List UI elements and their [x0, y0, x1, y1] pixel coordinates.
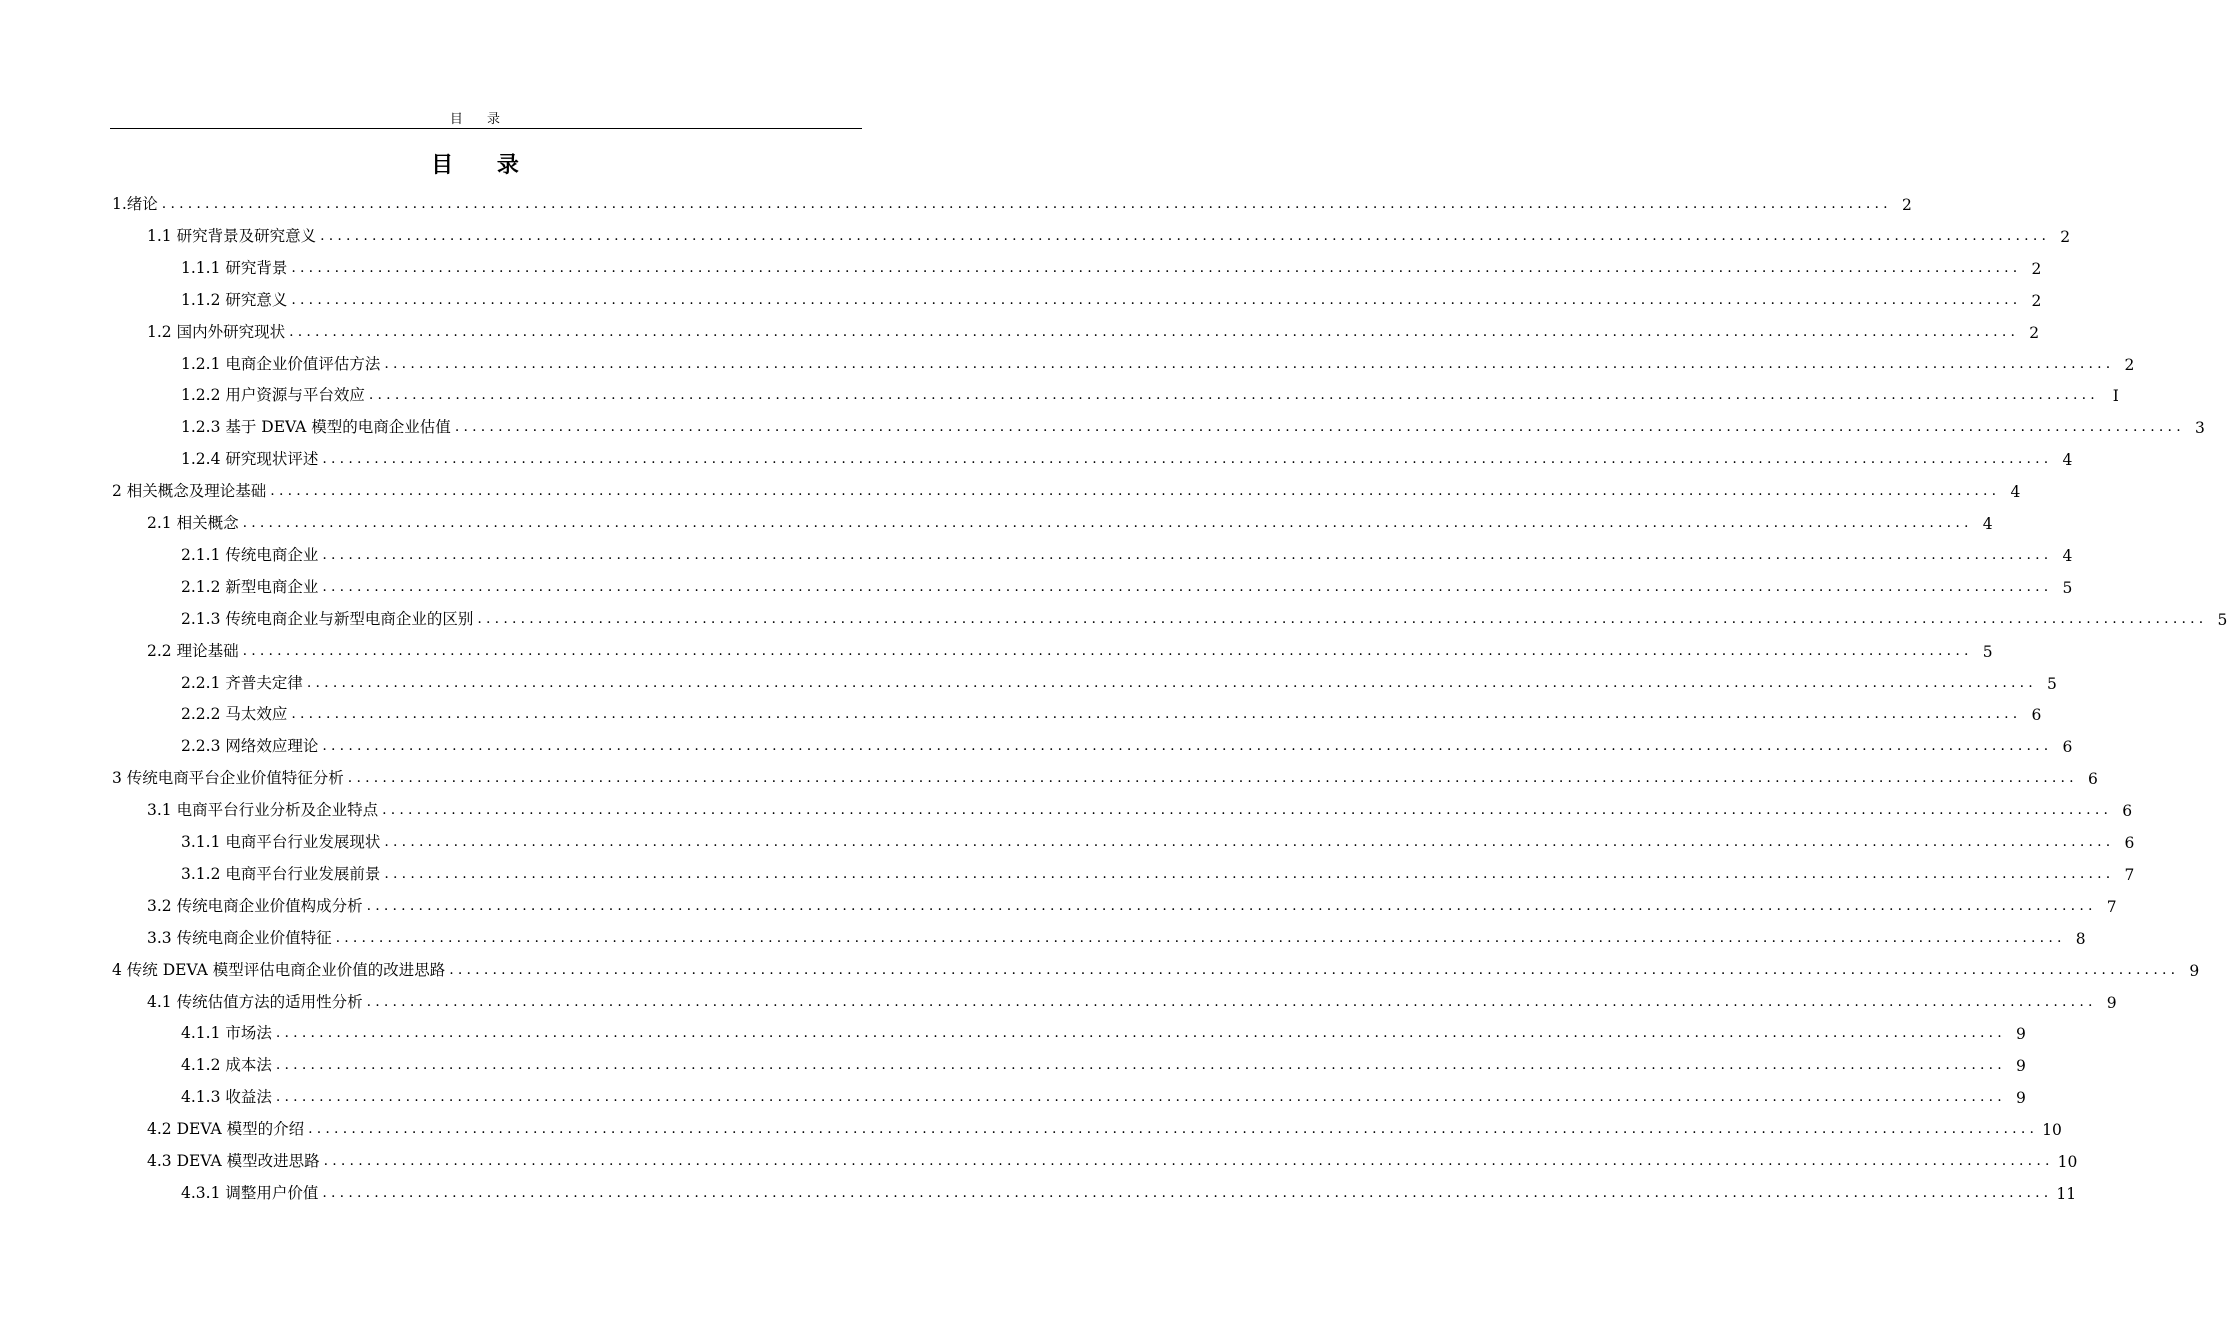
toc-entry-title: 2.1.2 新型电商企业 — [181, 577, 319, 596]
toc-entry-title: 1.1.1 研究背景 — [181, 258, 288, 277]
toc-dot-leader: ........................................................................................................................................................................................................ — [335, 929, 2066, 946]
toc-page-number: 2 — [1901, 196, 1912, 214]
toc-entry[interactable] — [181, 250, 2042, 278]
toc-page-number: 6 — [2087, 770, 2098, 789]
toc-page-number: 3 — [2194, 419, 2205, 438]
toc-entry-title: 1.1.2 研究意义 — [181, 290, 288, 309]
toc-dot-leader: ........................................................................................................................................................................................................ — [366, 897, 2097, 914]
toc-entry[interactable] — [147, 314, 2040, 342]
toc-entry[interactable] — [147, 984, 2117, 1012]
toc-page-number: 10 — [2057, 1153, 2078, 1171]
toc-dot-leader: ........................................................................................................................................................................................................ — [242, 642, 1973, 659]
toc-entry[interactable] — [181, 728, 2073, 757]
toc-dot-leader: ........................................................................................................................................................................................................ — [242, 515, 1973, 531]
toc-entry-title: 2.2.1 齐普夫定律 — [181, 673, 303, 692]
toc-dot-leader: ........................................................................................................................................................................................................ — [275, 1025, 2006, 1042]
toc-page-number: 6 — [2122, 802, 2133, 821]
toc-entry-title: 2.2 理论基础 — [147, 641, 239, 660]
toc-page-number: 2 — [2060, 227, 2071, 246]
toc-entry-title: 1.绪论 — [112, 195, 158, 213]
toc-dot-leader: ........................................................................................................................................................................................................ — [477, 610, 2208, 627]
toc-dot-leader: ........................................................................................................................................................................................................ — [275, 1089, 2006, 1106]
toc-page-number: 7 — [2124, 865, 2135, 884]
toc-dot-leader: ........................................................................................................................................................................................................ — [322, 578, 2053, 595]
toc-page-number: I — [2112, 387, 2119, 406]
toc-entry[interactable] — [181, 346, 2135, 374]
toc-entry[interactable] — [181, 441, 2073, 470]
toc-entry-title: 2.2.2 马太效应 — [181, 705, 288, 724]
toc-dot-leader: ........................................................................................................................................................................................................ — [322, 451, 2053, 468]
running-header: 目 录 — [449, 112, 511, 127]
toc-page-number: 9 — [2016, 1089, 2026, 1108]
toc-entry[interactable] — [181, 696, 2042, 725]
toc-dot-leader: ........................................................................................................................................................................................................ — [270, 483, 2001, 500]
toc-entry-title: 3.1.1 电商平台行业发展现状 — [181, 833, 381, 851]
toc-page-number: 4 — [2062, 546, 2073, 565]
toc-page-number: 9 — [2016, 1057, 2026, 1076]
toc-entry[interactable] — [181, 537, 2073, 565]
toc-entry-title: 1.2.4 研究现状评述 — [181, 450, 319, 469]
toc-dot-leader: ........................................................................................................................................................................................................ — [322, 546, 2053, 563]
toc-page-number: 8 — [2075, 929, 2086, 948]
toc-entry-title: 4.1.3 收益法 — [181, 1088, 272, 1107]
toc-page-number: 9 — [2016, 1025, 2026, 1044]
toc-entry-title: 4.3 DEVA 模型改进思路 — [147, 1152, 320, 1170]
toc-page-number: 9 — [2106, 993, 2117, 1012]
toc-page-number: 10 — [2042, 1121, 2062, 1140]
toc-dot-leader: ........................................................................................................................................................................................................ — [275, 1057, 2006, 1074]
toc-entry[interactable] — [181, 409, 2205, 438]
toc-page-number: 2 — [2031, 291, 2042, 310]
toc-entry-title: 1.2.3 基于 DEVA 模型的电商企业估值 — [181, 418, 451, 437]
toc-entry-title: 1.2 国内外研究现状 — [147, 322, 286, 341]
toc-entry-title: 1.2.2 用户资源与平台效应 — [181, 386, 365, 405]
toc-dot-leader: ........................................................................................................................................................................................................ — [291, 259, 2022, 276]
toc-entry-title: 2.2.3 网络效应理论 — [181, 737, 319, 756]
toc-entry[interactable] — [181, 601, 2227, 629]
page-title: 目 录 — [431, 153, 537, 178]
toc-page-number: 6 — [2124, 834, 2135, 852]
toc-entry[interactable] — [181, 1175, 2077, 1203]
toc-entry[interactable] — [112, 473, 2021, 502]
toc-entry-title: 4 传统 DEVA 模型评估电商企业价值的改进思路 — [112, 960, 446, 979]
toc-dot-leader: ........................................................................................................................................................................................................ — [291, 706, 2022, 723]
toc-page-number: 5 — [2217, 610, 2227, 629]
toc-dot-leader: ........................................................................................................................................................................................................ — [449, 961, 2180, 978]
toc-dot-leader: ........................................................................................................................................................................................................ — [291, 291, 2022, 308]
toc-dot-leader: ........................................................................................................................................................................................................ — [306, 674, 2037, 691]
toc-entry-title: 4.2 DEVA 模型的介绍 — [147, 1120, 305, 1139]
toc-entry[interactable] — [147, 505, 1993, 533]
toc-page-number: 9 — [2189, 961, 2200, 980]
toc-entry[interactable] — [147, 792, 2133, 821]
toc-page-number: 5 — [2047, 674, 2057, 693]
toc-dot-leader: ........................................................................................................................................................................................................ — [289, 323, 2020, 340]
toc-entry-title: 2.1.3 传统电商企业与新型电商企业的区别 — [181, 609, 474, 628]
toc-entry-title: 4.1.2 成本法 — [181, 1056, 272, 1075]
toc-entry[interactable] — [147, 218, 2071, 246]
toc-entry[interactable] — [181, 665, 2057, 693]
toc-entry-title: 3.3 传统电商企业价值特征 — [147, 928, 332, 947]
toc-entry[interactable] — [181, 856, 2135, 884]
toc-entry-title: 2.1.1 传统电商企业 — [181, 545, 319, 564]
toc-dot-leader: ........................................................................................................................................................................................................ — [368, 387, 2099, 404]
toc-dot-leader: ........................................................................................................................................................................................................ — [322, 1184, 2053, 1201]
toc-entry-title: 3.1 电商平台行业分析及企业特点 — [147, 801, 379, 820]
toc-page-number: 11 — [2056, 1184, 2077, 1203]
toc-entry[interactable] — [147, 1111, 2062, 1140]
toc-page-number: 4 — [1982, 515, 1993, 533]
toc-entry[interactable] — [112, 186, 1912, 214]
toc-dot-leader: ........................................................................................................................................................................................................ — [322, 738, 2053, 755]
toc-dot-leader: ........................................................................................................................................................................................................ — [382, 802, 2113, 819]
toc-dot-leader: ........................................................................................................................................................................................................ — [384, 865, 2115, 882]
toc-entry[interactable] — [181, 569, 2073, 597]
toc-entry-title: 2.1 相关概念 — [147, 514, 239, 532]
toc-dot-leader: ........................................................................................................................................................................................................ — [347, 770, 2078, 787]
toc-page-number: 7 — [2106, 897, 2117, 916]
toc-dot-leader: ........................................................................................................................................................................................................ — [308, 1121, 2039, 1138]
toc-dot-leader: ........................................................................................................................................................................................................ — [384, 834, 2115, 850]
toc-page-number: 4 — [2010, 483, 2021, 502]
toc-dot-leader: ........................................................................................................................................................................................................ — [454, 419, 2185, 436]
toc-entry-title: 1.2.1 电商企业价值评估方法 — [181, 354, 381, 373]
toc-entry-title: 3.2 传统电商企业价值构成分析 — [147, 896, 363, 915]
toc-entry[interactable] — [147, 633, 1993, 661]
toc-dot-leader: ........................................................................................................................................................................................................ — [384, 355, 2115, 372]
toc-entry[interactable] — [147, 920, 2086, 948]
toc-page-number: 5 — [2062, 578, 2073, 597]
toc-entry[interactable] — [112, 952, 2200, 980]
toc-page-number: 6 — [2031, 706, 2042, 725]
toc-dot-leader: ........................................................................................................................................................................................................ — [323, 1153, 2054, 1169]
toc-entry-title: 3.1.2 电商平台行业发展前景 — [181, 864, 381, 883]
toc-page-number: 5 — [1982, 642, 1993, 661]
toc-entry-title: 4.1 传统估值方法的适用性分析 — [147, 992, 363, 1011]
toc-entry-title: 4.1.1 市场法 — [181, 1024, 272, 1043]
toc-dot-leader: ........................................................................................................................................................................................................ — [366, 993, 2097, 1010]
toc-entry[interactable] — [147, 888, 2117, 916]
toc-entry[interactable] — [181, 824, 2135, 852]
toc-entry[interactable] — [181, 282, 2042, 310]
toc-entry-title: 4.3.1 调整用户价值 — [181, 1183, 319, 1202]
toc-entry[interactable] — [112, 760, 2098, 789]
toc-entry[interactable] — [147, 1143, 2078, 1171]
header-rule — [110, 128, 862, 129]
toc-entry[interactable] — [181, 1079, 2026, 1108]
toc-entry[interactable] — [181, 1015, 2026, 1044]
toc-page-number: 2 — [2029, 323, 2040, 342]
toc-entry-title: 1.1 研究背景及研究意义 — [147, 226, 317, 245]
toc-entry[interactable] — [181, 377, 2119, 406]
toc-page-number: 6 — [2062, 738, 2073, 757]
toc-page-number: 4 — [2062, 451, 2073, 470]
toc-entry[interactable] — [181, 1047, 2026, 1076]
toc-dot-leader: ........................................................................................................................................................................................................ — [161, 196, 1892, 212]
toc-entry-title: 3 传统电商平台企业价值特征分析 — [112, 769, 344, 788]
toc-page-number: 2 — [2031, 259, 2042, 278]
toc-page-number: 2 — [2124, 355, 2135, 374]
toc-entry-title: 2 相关概念及理论基础 — [112, 482, 267, 501]
toc-dot-leader: ........................................................................................................................................................................................................ — [320, 227, 2051, 244]
